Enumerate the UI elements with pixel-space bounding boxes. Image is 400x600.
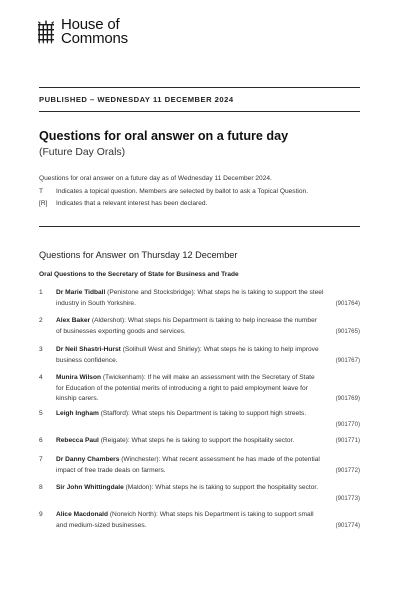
question-ref: (901771) — [335, 437, 360, 444]
member-constituency: (Penistone and Stocksbridge): — [105, 289, 198, 296]
question-ref: (901769) — [335, 395, 360, 402]
member-constituency: (Norwich North): — [108, 511, 160, 518]
question-number: 1 — [39, 289, 43, 296]
question-item — [39, 288, 360, 310]
question-body — [56, 288, 324, 309]
question-item — [39, 455, 360, 477]
question-number: 4 — [39, 374, 43, 381]
question-number: 2 — [39, 317, 43, 324]
question-ref: (901774) — [335, 522, 360, 529]
question-item — [39, 316, 360, 338]
legend-symbol: T — [39, 188, 44, 195]
department-heading: Oral Questions to the Secretary of State for Business and Trade — [39, 271, 239, 278]
org-name-line1: House of — [61, 16, 120, 33]
question-text: What steps his Department is taking to support small and medium-sized businesses. — [56, 511, 314, 529]
question-text: If he will make an assessment with the Secretary of State for Education of the potential merits of introducing a right to paid employment leave for kinship carers. — [56, 374, 315, 402]
question-text: What steps he is taking to support the hospitality sector. — [155, 484, 319, 491]
question-item — [39, 373, 360, 405]
question-ref: (901764) — [335, 300, 360, 307]
question-number: 6 — [39, 437, 43, 444]
question-text: What steps he is taking to support the hospitality sector. — [131, 437, 295, 444]
org-name-line2: Commons — [61, 30, 128, 47]
question-item — [39, 483, 360, 505]
legend-text: Indicates a topical question. Members are selected by ballot to ask a Topical Question. — [56, 188, 309, 195]
published-rule — [39, 111, 360, 112]
member-name: Alice Macdonald — [56, 511, 109, 518]
question-ref: (901767) — [335, 357, 360, 364]
member-name: Dr Neil Shastri-Hurst — [56, 346, 121, 353]
question-text: What steps he is taking to help improve business confidence. — [56, 346, 319, 364]
house-of-commons-logo — [36, 18, 128, 46]
member-constituency: (Aldershot): — [90, 317, 128, 324]
question-body — [56, 510, 324, 531]
member-name: Rebecca Paul — [56, 437, 99, 444]
member-name: Alex Baker — [56, 317, 91, 324]
question-item — [39, 510, 360, 532]
page-subtitle: (Future Day Orals) — [39, 147, 126, 158]
member-name: Dr Danny Chambers — [56, 456, 120, 463]
member-name: Munira Wilson — [56, 374, 101, 381]
member-name: Dr Marie Tidball — [56, 289, 106, 296]
legend-text: Indicates that a relevant interest has been declared. — [56, 200, 208, 207]
question-body — [56, 316, 324, 337]
section-heading: Questions for Answer on Thursday 12 December — [39, 250, 238, 260]
question-body — [56, 373, 324, 405]
question-ref: (901772) — [335, 467, 360, 474]
question-ref: (901765) — [335, 328, 360, 335]
member-name: Sir John Whittingdale — [56, 484, 124, 491]
section-rule — [39, 226, 360, 227]
top-rule — [39, 87, 360, 88]
member-constituency: (Solihull West and Shirley): — [120, 346, 204, 353]
question-body — [56, 409, 324, 420]
question-body — [56, 345, 324, 366]
question-text: What recent assessment he has made of the potential impact of free trade deals on farmers. — [56, 456, 320, 474]
question-number: 5 — [39, 410, 43, 417]
question-text: What steps his Department is taking to help increase the number of businesses exporting goods and services. — [56, 317, 317, 335]
member-constituency: (Reigate): — [98, 437, 132, 444]
member-constituency: (Stafford): — [98, 410, 132, 417]
intro-text: Questions for oral answer on a future day as of Wednesday 11 December 2024. — [39, 175, 272, 182]
question-number: 9 — [39, 511, 43, 518]
page-title: Questions for oral answer on a future day — [39, 129, 289, 143]
question-number: 8 — [39, 484, 43, 491]
member-constituency: (Winchester): — [119, 456, 163, 463]
question-body — [56, 436, 324, 447]
question-text: What steps he is taking to support the steel industry in South Yorkshire. — [56, 289, 324, 307]
question-ref: (901770) — [335, 421, 360, 428]
question-item — [39, 345, 360, 367]
question-number: 7 — [39, 456, 43, 463]
member-name: Leigh Ingham — [56, 410, 99, 417]
question-ref: (901773) — [335, 495, 360, 502]
question-text: What steps his Department is taking to support high streets. — [131, 410, 307, 417]
legend-topical — [39, 188, 308, 195]
portcullis-icon — [36, 20, 56, 44]
question-item — [39, 409, 360, 431]
question-number: 3 — [39, 346, 43, 353]
question-body — [56, 455, 324, 476]
member-constituency: (Maldon): — [123, 484, 156, 491]
member-constituency: (Twickenham): — [101, 374, 148, 381]
question-body — [56, 483, 324, 494]
legend-symbol: [R] — [39, 200, 48, 207]
org-name — [61, 18, 128, 46]
legend-interest — [39, 200, 207, 207]
published-date: PUBLISHED – WEDNESDAY 11 DECEMBER 2024 — [39, 95, 234, 104]
